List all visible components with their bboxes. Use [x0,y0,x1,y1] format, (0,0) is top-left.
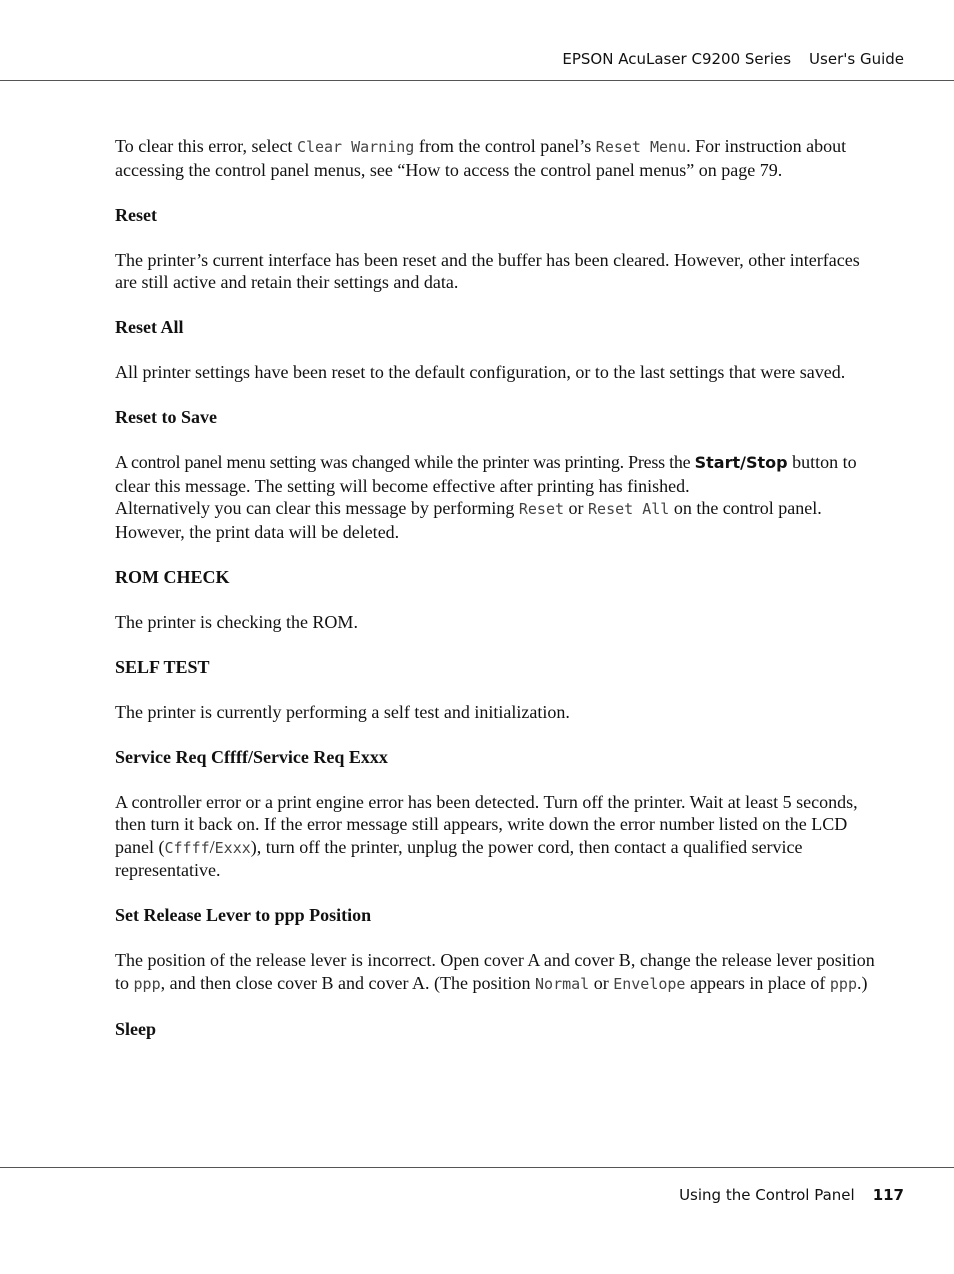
menu-reset-menu: Reset Menu [595,138,687,156]
header-product: EPSON AcuLaser C9200 Series [562,50,792,68]
menu-item-clear-warning: Clear Warning [296,138,415,156]
heading-self-test: SELF TEST [115,656,210,677]
menu-item-reset-all: Reset All [588,500,670,518]
paragraph-reset: The printer’s current interface has been reset and the buffer has been cleared. However, other interfaces are still active and retain their settings and data. [115,249,860,292]
paragraph-service-req [115,791,880,882]
heading-reset-all: Reset All [115,317,184,337]
paragraph-reset-all: All printer settings have been reset to the default configuration, or to the last settings that were saved. [115,362,846,382]
lcd-envelope: Envelope [613,974,686,993]
heading-reset: Reset [115,204,157,225]
header-guide: User's Guide [809,50,904,68]
text-run: appears in place of [685,972,830,993]
text-run: ), turn off the printer, unplug the power cord, then contact a qualified service representative. [115,836,803,880]
text-run: A control panel menu setting was changed while the printer was printing. Press the [115,452,695,472]
heading-reset-to-save: Reset to Save [115,407,217,427]
paragraph-reset-to-save [115,451,880,543]
heading-service-req: Service Req Cffff/Service Req Exxx [115,746,388,767]
lcd-normal: Normal [535,974,590,993]
menu-item-reset: Reset [518,500,565,518]
footer-section: Using the Control Panel [679,1186,855,1204]
text-run: / [209,836,215,857]
text-run: , and then close cover B and cover A. (The position [160,972,536,993]
page-footer [679,1186,904,1204]
text-run: The position of the release lever is incorrect. Open cover A and cover B, change the release lever position to [115,950,875,993]
lcd-ppp: ppp [133,974,161,993]
text-run: button to clear this message. The setting will become effective after printing has finished. [115,452,857,496]
heading-set-release-lever: Set Release Lever to ppp Position [115,905,372,925]
text-run: . For instruction about accessing the control panel menus, see “How to access the control panel menus” on page 79. [115,136,847,180]
heading-sleep: Sleep [115,1018,157,1039]
start-stop-button-label: Start/Stop [694,453,788,472]
text-run: from the control panel’s [414,136,596,156]
error-code-exxx: Exxx [214,838,251,857]
paragraph-self-test: The printer is currently performing a self test and initialization. [115,701,570,722]
text-run: To clear this error, select [115,136,297,156]
intro-paragraph [115,135,880,181]
paragraph-rom-check: The printer is checking the ROM. [115,611,358,632]
paragraph-set-release-lever [115,949,880,995]
text-run: Alternatively you can clear this message by performing [115,498,519,518]
text-run: or [589,972,614,993]
header-divider [0,80,954,81]
text-run: .) [856,972,868,993]
text-run: or [564,498,589,518]
footer-divider [0,1167,954,1168]
lcd-ppp: ppp [829,974,857,993]
error-code-cffff: Cffff [164,838,210,857]
text-run: on the control panel. However, the print data will be deleted. [115,498,822,542]
page-content [115,135,880,1063]
page-header [562,50,904,68]
heading-rom-check: ROM CHECK [115,566,230,587]
page-number: 117 [872,1186,904,1204]
text-run: A controller error or a print engine error has been detected. Turn off the printer. Wait at least 5 seconds, then turn it back on. If the error message still appears, write down the error number listed on the LCD panel ( [115,791,858,857]
